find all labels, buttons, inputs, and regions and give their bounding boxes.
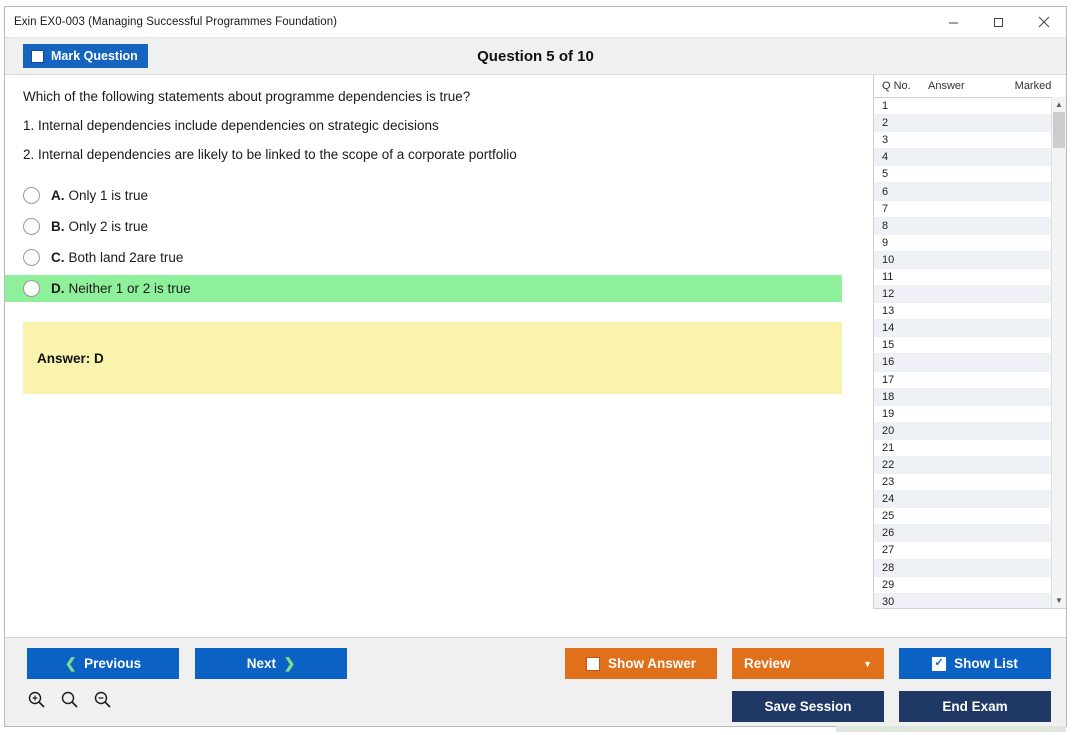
mark-question-checkbox-icon [31, 50, 44, 63]
question-number: 16 [882, 356, 895, 369]
end-exam-label: End Exam [942, 699, 1008, 714]
maximize-icon[interactable] [976, 7, 1021, 37]
show-answer-checkbox-icon [586, 657, 600, 671]
question-number: 23 [882, 476, 895, 489]
radio-icon[interactable] [23, 187, 40, 204]
review-label: Review [744, 656, 791, 671]
question-list-row[interactable] [874, 525, 1066, 542]
question-list-row[interactable] [874, 389, 1066, 406]
question-list-row[interactable] [874, 508, 1066, 525]
option-c-letter: C. [51, 250, 65, 265]
close-icon[interactable] [1021, 7, 1066, 37]
question-list-row[interactable] [874, 577, 1066, 594]
question-list-row[interactable] [874, 132, 1066, 149]
answer-text: Answer: D [37, 350, 104, 366]
question-list-rows[interactable] [874, 98, 1066, 608]
show-answer-label: Show Answer [607, 656, 696, 671]
question-list-row[interactable] [874, 98, 1066, 115]
question-list-row[interactable] [874, 354, 1066, 371]
scroll-down-icon[interactable]: ▼ [1055, 596, 1063, 605]
question-list-row[interactable] [874, 457, 1066, 474]
chevron-right-icon: ❯ [283, 655, 296, 671]
question-number: 7 [882, 202, 889, 215]
exam-application-window [4, 6, 1067, 727]
option-b[interactable] [5, 213, 859, 240]
question-list-row[interactable] [874, 594, 1066, 608]
show-list-checkbox-icon: ✓ [932, 657, 946, 671]
question-number: 19 [882, 407, 895, 420]
question-list-row[interactable] [874, 542, 1066, 559]
question-number: 11 [882, 270, 894, 283]
answer-panel [23, 322, 842, 394]
previous-label: Previous [84, 656, 142, 671]
radio-icon[interactable] [23, 218, 40, 235]
question-list-row[interactable] [874, 491, 1066, 508]
option-b-letter: B. [51, 219, 65, 234]
option-d-letter: D. [51, 281, 65, 296]
option-d[interactable] [5, 275, 842, 302]
chevron-down-icon: ▼ [863, 658, 872, 669]
chevron-left-icon: ❮ [64, 655, 77, 671]
zoom-in-icon[interactable] [27, 690, 46, 714]
question-list-row[interactable] [874, 440, 1066, 457]
question-list-row[interactable] [874, 286, 1066, 303]
option-a-label: Only 1 is true [68, 188, 149, 203]
option-c[interactable] [5, 244, 859, 271]
title-bar [5, 7, 1066, 38]
answer-options [5, 182, 859, 302]
option-a[interactable] [5, 182, 859, 209]
question-list-row[interactable] [874, 337, 1066, 354]
column-header-marked: Marked [1014, 80, 1052, 92]
end-exam-button[interactable] [899, 691, 1051, 722]
question-number: 27 [882, 544, 895, 557]
question-number: 10 [882, 253, 895, 266]
question-number: 28 [882, 561, 895, 574]
page-title: Question 5 of 10 [477, 47, 594, 65]
question-list-row[interactable] [874, 235, 1066, 252]
radio-icon[interactable] [23, 280, 40, 297]
question-list-row[interactable] [874, 183, 1066, 200]
question-statement-1: 1. Internal dependencies include dependencies on strategic decisions [23, 118, 439, 133]
show-list-button[interactable] [899, 648, 1051, 679]
question-list-header [874, 75, 1066, 98]
question-number: 21 [882, 441, 895, 454]
previous-button[interactable] [27, 648, 179, 679]
question-number: 5 [882, 168, 889, 181]
question-list-row[interactable] [874, 560, 1066, 577]
option-b-label: Only 2 is true [68, 219, 149, 234]
save-session-button[interactable] [732, 691, 884, 722]
question-pane [5, 75, 859, 637]
save-session-label: Save Session [764, 699, 852, 714]
question-number: 9 [882, 236, 889, 249]
mark-question-button[interactable] [23, 44, 148, 68]
question-list-row[interactable] [874, 423, 1066, 440]
question-number: 29 [882, 578, 895, 591]
question-list-row[interactable] [874, 252, 1066, 269]
question-list-row[interactable] [874, 218, 1066, 235]
question-number: 2 [882, 117, 889, 130]
question-list-row[interactable] [874, 372, 1066, 389]
question-number: 6 [882, 185, 889, 198]
question-number: 13 [882, 305, 895, 318]
minimize-icon[interactable] [931, 7, 976, 37]
question-number: 1 [882, 100, 889, 113]
question-number: 14 [882, 322, 895, 335]
window-title: Exin EX0-003 (Managing Successful Programmes Foundation) [14, 16, 338, 28]
option-d-label: Neither 1 or 2 is true [68, 281, 191, 296]
zoom-controls [27, 690, 112, 714]
question-number: 4 [882, 151, 889, 164]
window-shadow [836, 726, 1066, 732]
question-list-row[interactable] [874, 115, 1066, 132]
column-header-qno: Q No. [882, 80, 911, 92]
window-controls [931, 7, 1066, 37]
question-list-scrollbar[interactable] [1051, 97, 1066, 608]
question-list-row[interactable] [874, 201, 1066, 218]
radio-icon[interactable] [23, 249, 40, 266]
question-statement-2: 2. Internal dependencies are likely to be linked to the scope of a corporate portfolio [23, 147, 517, 162]
zoom-reset-icon[interactable] [60, 690, 79, 714]
question-number: 20 [882, 424, 895, 437]
scrollbar-thumb[interactable] [1053, 112, 1065, 148]
question-list-row[interactable] [874, 474, 1066, 491]
question-number: 26 [882, 527, 895, 540]
question-list-row[interactable] [874, 406, 1066, 423]
question-list-row[interactable] [874, 149, 1066, 166]
mark-question-label: Mark Question [51, 49, 138, 63]
question-list-row[interactable] [874, 303, 1066, 320]
question-number: 17 [882, 373, 895, 386]
exam-body [5, 75, 1066, 637]
column-header-answer: Answer [928, 80, 965, 92]
show-answer-button[interactable] [565, 648, 717, 679]
next-label: Next [246, 656, 276, 671]
show-list-label: Show List [954, 656, 1018, 671]
question-list-panel [873, 75, 1066, 609]
question-text: Which of the following statements about programme dependencies is true? [23, 89, 471, 104]
question-number: 22 [882, 459, 895, 472]
next-button[interactable] [195, 648, 347, 679]
question-number: 15 [882, 339, 895, 352]
question-number: 8 [882, 219, 889, 232]
question-list-row[interactable] [874, 320, 1066, 337]
question-number: 30 [882, 595, 895, 608]
footer-toolbar [5, 637, 1066, 726]
question-number: 24 [882, 493, 895, 506]
question-number: 25 [882, 510, 895, 523]
question-list-row[interactable] [874, 269, 1066, 286]
question-number: 18 [882, 390, 895, 403]
scroll-up-icon[interactable]: ▲ [1055, 100, 1063, 109]
zoom-out-icon[interactable] [93, 690, 112, 714]
question-number: 3 [882, 134, 889, 147]
question-number: 12 [882, 288, 895, 301]
option-a-letter: A. [51, 188, 65, 203]
option-c-label: Both land 2are true [68, 250, 184, 265]
question-header-bar [5, 38, 1066, 75]
question-list-row[interactable] [874, 166, 1066, 183]
review-dropdown-button[interactable] [732, 648, 884, 679]
